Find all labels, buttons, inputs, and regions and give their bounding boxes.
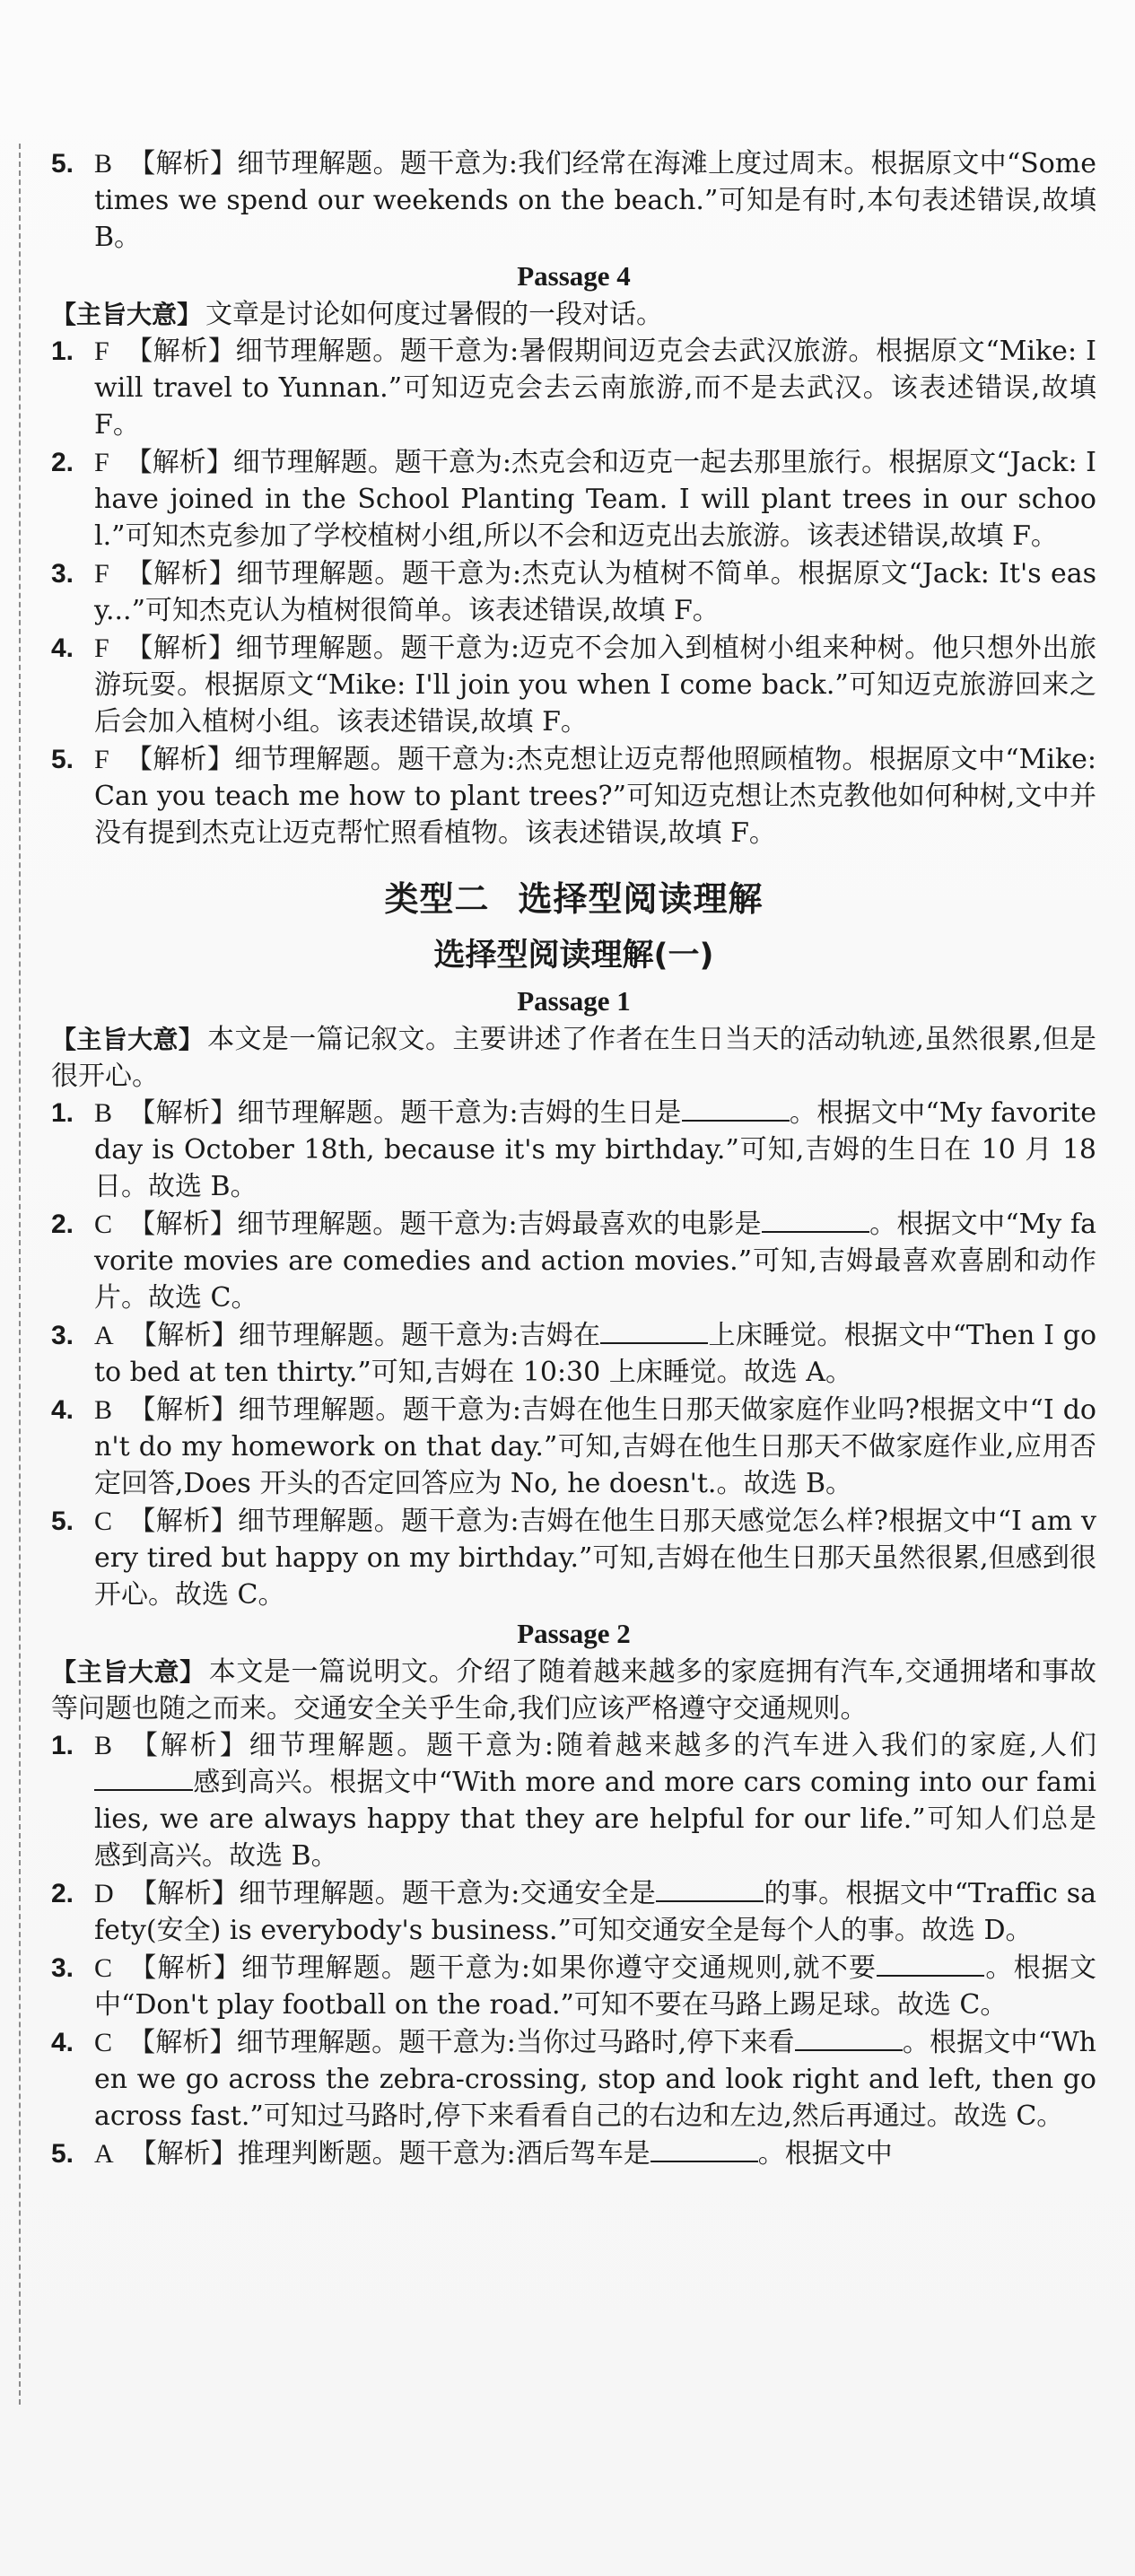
section-subtitle: 选择型阅读理解(一) xyxy=(433,938,714,974)
gist-tag: 【主旨大意】 xyxy=(51,1025,205,1054)
section-type-label: 类型二 xyxy=(384,879,490,919)
item-explanation: 【解析】细节理解题。题干意为:吉姆最喜欢的电影是 xyxy=(128,1209,762,1240)
item-explanation: 【解析】细节理解题。题干意为:吉姆在他生日那天做家庭作业吗?根据文中“I don't do my homework on that day.”可知,吉姆在他生日那天不做家庭作业,应用否定回答,Does 开头的否定回答应为 No, he doesn't.。故选 B。 xyxy=(94,1394,1096,1499)
item-number: 3. xyxy=(51,559,74,589)
fill-blank-line xyxy=(600,1317,708,1344)
item-answer: F xyxy=(94,448,109,477)
item-answer: F xyxy=(94,745,109,774)
item-answer: C xyxy=(94,1506,113,1536)
gist-text: 本文是一篇说明文。介绍了随着越来越多的家庭拥有汽车,交通拥堵和事故等问题也随之而来。交通安全关乎生命,我们应该严格遵守交通规则。 xyxy=(51,1656,1096,1725)
item-explanation: 【解析】细节理解题。题干意为:吉姆在他生日那天感觉怎么样?根据文中“I am very tired but happy on my birthday.”可知,吉姆在他生日那天虽然很累,但感到很开心。故选 C。 xyxy=(94,1506,1096,1611)
item-number: 2. xyxy=(51,1209,74,1239)
fill-blank-line xyxy=(94,1764,193,1791)
item-answer: B xyxy=(94,1098,113,1128)
answer-item xyxy=(51,741,1096,851)
item-explanation-cont: 的事。根据文中“Traffic safety(安全) is everybody's business.”可知交通安全是每个人的事。故选 D。 xyxy=(94,1878,1096,1946)
item-answer: A xyxy=(94,1321,114,1350)
answer-item xyxy=(51,333,1096,443)
item-explanation-cont: 。根据文中“My favorite movies are comedies and action movies.”可知,吉姆最喜欢喜剧和动作片。故选 C。 xyxy=(94,1209,1097,1314)
item-explanation: 【解析】细节理解题。题干意为:杰克会和迈克一起去那里旅行。根据原文“Jack: I have joined in the School Planting Team. I will plant trees in our school.”可知杰克参加了学校植树小组,所以不会和迈克出去旅游。该表述错误,故填 F。 xyxy=(94,447,1096,552)
gist-tag: 【主旨大意】 xyxy=(51,1657,205,1687)
item-answer: B xyxy=(94,1731,113,1760)
item-number: 2. xyxy=(51,448,74,477)
answer-item xyxy=(51,1727,1096,1874)
passage-2-items xyxy=(51,1727,1096,2172)
item-explanation-cont: 感到高兴。根据文中“With more and more cars coming into our families, we are always happy that they are helpful for our life.”可知人们总是感到高兴。故选 B。 xyxy=(94,1767,1096,1872)
answer-item xyxy=(51,1392,1096,1502)
item-answer: F xyxy=(94,633,109,663)
fill-blank-line xyxy=(762,1206,869,1233)
item-answer: B xyxy=(94,149,113,179)
passage-1-title: Passage 1 xyxy=(517,985,631,1017)
item-explanation: 【解析】细节理解题。题干意为:暑假期间迈克会去武汉旅游。根据原文“Mike: I will travel to Yunnan.”可知迈克会去云南旅游,而不是去武汉。该表述错误,故填 F。 xyxy=(94,336,1096,441)
item-number: 5. xyxy=(51,2139,74,2169)
fill-blank-line xyxy=(795,2024,903,2051)
answer-item xyxy=(51,1095,1096,1205)
item-answer: F xyxy=(94,559,109,589)
item-answer: C xyxy=(94,2028,113,2057)
item-explanation: 【解析】细节理解题。题干意为:交通安全是 xyxy=(129,1878,657,1909)
item-number: 5. xyxy=(51,745,74,774)
item-number: 1. xyxy=(51,1731,74,1760)
item-number: 1. xyxy=(51,1098,74,1128)
passage-4-gist xyxy=(51,296,1096,333)
top-items xyxy=(51,145,1096,256)
fill-blank-line xyxy=(656,1875,764,1902)
answer-item xyxy=(51,145,1096,256)
item-answer: A xyxy=(94,2139,114,2169)
gist-text: 文章是讨论如何度过暑假的一段对话。 xyxy=(205,299,664,330)
item-answer: D xyxy=(94,1879,114,1908)
answer-item xyxy=(51,2024,1096,2135)
answer-item xyxy=(51,1317,1096,1391)
dashed-margin-line xyxy=(19,144,21,2405)
passage-2-gist xyxy=(51,1654,1096,1727)
item-number: 5. xyxy=(51,1506,74,1536)
answer-item xyxy=(51,1950,1096,2023)
passage-4-items xyxy=(51,333,1096,851)
passage-2-title: Passage 2 xyxy=(517,1618,631,1649)
item-answer: C xyxy=(94,1209,113,1239)
answer-item xyxy=(51,1875,1096,1949)
passage-1-items xyxy=(51,1095,1096,1613)
fill-blank-line xyxy=(682,1095,790,1122)
answer-item xyxy=(51,444,1096,554)
item-number: 4. xyxy=(51,1395,74,1425)
answer-item xyxy=(51,630,1096,740)
item-explanation-cont: 。根据文中“When we go across the zebra-crossing, stop and look right and left, then go across fast.”可知过马路时,停下来看看自己的右边和左边,然后再通过。故选 C。 xyxy=(94,2027,1096,2132)
item-explanation: 【解析】细节理解题。题干意为:如果你遵守交通规则,就不要 xyxy=(128,1952,877,1984)
fill-blank-line xyxy=(877,1950,984,1977)
item-number: 2. xyxy=(51,1879,74,1908)
item-answer: B xyxy=(94,1395,113,1425)
item-explanation: 【解析】细节理解题。题干意为:迈克不会加入到植树小组来种树。他只想外出旅游玩耍。根据原文“Mike: I'll join you when I come back.”可知迈克旅游回来之后会加入植树小组。该表述错误,故填 F。 xyxy=(94,633,1096,738)
answer-item xyxy=(51,1503,1096,1613)
item-number: 4. xyxy=(51,633,74,663)
item-number: 4. xyxy=(51,2028,74,2057)
item-explanation: 【解析】推理判断题。题干意为:酒后驾车是 xyxy=(129,2138,650,2170)
item-number: 3. xyxy=(51,1953,74,1983)
item-explanation: 【解析】细节理解题。题干意为:吉姆的生日是 xyxy=(128,1097,682,1129)
item-explanation: 【解析】细节理解题。题干意为:吉姆在 xyxy=(129,1320,601,1351)
passage-1-gist xyxy=(51,1021,1096,1095)
item-number: 1. xyxy=(51,336,74,366)
passage-4-title: Passage 4 xyxy=(517,260,631,292)
item-explanation-cont: 。根据文中“My favorite day is October 18th, because it's my birthday.”可知,吉姆的生日在 10 月 18 日。故选 B。 xyxy=(94,1097,1096,1202)
fill-blank-line xyxy=(650,2135,758,2162)
answer-item xyxy=(51,1206,1096,1316)
item-answer: C xyxy=(94,1953,113,1983)
item-explanation-cont: 上床睡觉。根据文中“Then I go to bed at ten thirty.”可知,吉姆在 10:30 上床睡觉。故选 A。 xyxy=(94,1320,1096,1388)
section-title xyxy=(51,871,1096,927)
item-explanation: 【解析】细节理解题。题干意为:随着越来越多的汽车进入我们的家庭,人们 xyxy=(128,1730,1096,1761)
item-explanation: 【解析】细节理解题。题干意为:当你过马路时,停下来看 xyxy=(128,2027,795,2058)
answer-item xyxy=(51,555,1096,629)
section-type-name: 选择型阅读理解 xyxy=(518,879,764,919)
gist-tag: 【主旨大意】 xyxy=(51,300,203,329)
item-answer: F xyxy=(94,336,109,366)
answer-content xyxy=(51,145,1096,2173)
item-number: 3. xyxy=(51,1321,74,1350)
item-explanation: 【解析】细节理解题。题干意为:我们经常在海滩上度过周末。根据原文中“Sometimes we spend our weekends on the beach.”可知是有时,本句表述错误,故填 B。 xyxy=(94,148,1096,253)
item-number: 5. xyxy=(51,149,74,179)
item-explanation-cont: 。根据文中“Don't play football on the road.”可知不要在马路上踢足球。故选 C。 xyxy=(94,1952,1097,2021)
item-explanation: 【解析】细节理解题。题干意为:杰克想让迈克帮他照顾植物。根据原文中“Mike: Can you teach me how to plant trees?”可知迈克想让杰克教他如何种树,文中并没有提到杰克让迈克帮忙照看植物。该表述错误,故填 F。 xyxy=(94,744,1096,849)
answer-item xyxy=(51,2135,1096,2172)
item-explanation: 【解析】细节理解题。题干意为:杰克认为植树不简单。根据原文“Jack: It's easy...”可知杰克认为植树很简单。该表述错误,故填 F。 xyxy=(94,558,1096,626)
item-explanation-cont: 。根据文中 xyxy=(757,2138,893,2170)
gist-text: 本文是一篇记叙文。主要讲述了作者在生日当天的活动轨迹,虽然很累,但是很开心。 xyxy=(51,1024,1096,1092)
